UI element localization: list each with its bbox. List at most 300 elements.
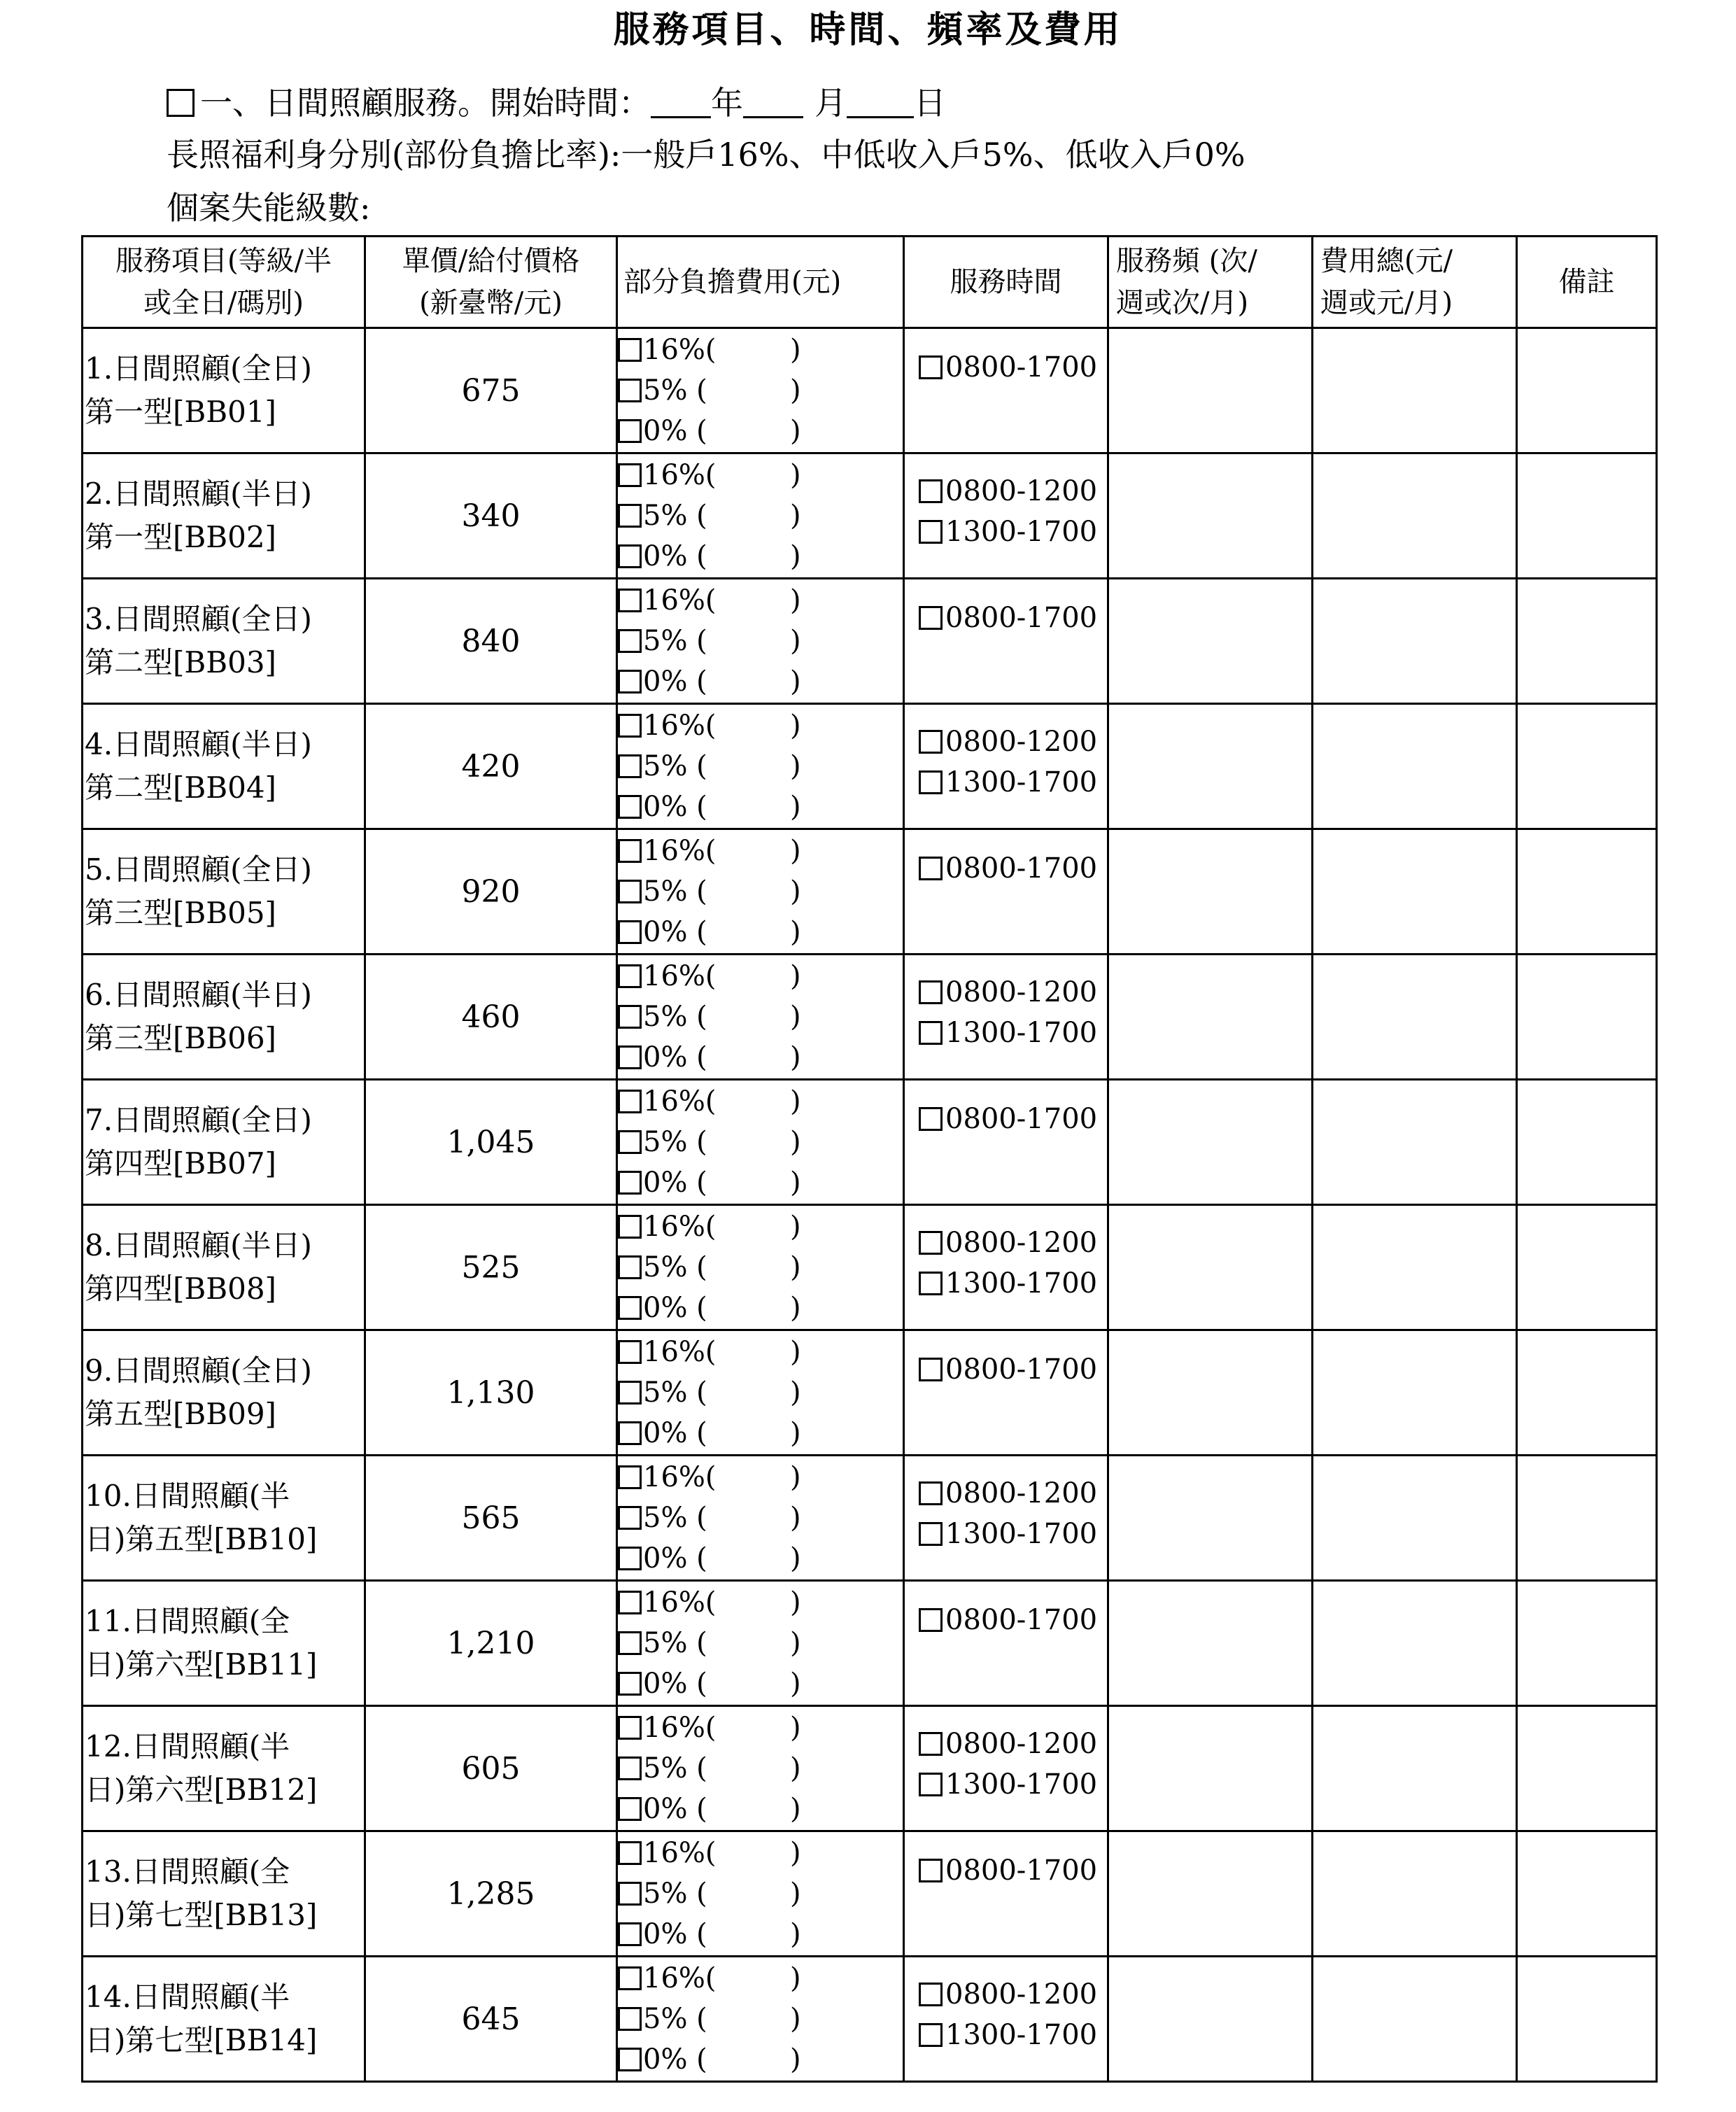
service-item-line1: 8.日間照顧(半日) xyxy=(85,1228,312,1262)
copay-option[interactable] xyxy=(618,661,903,702)
checkbox-icon[interactable] xyxy=(618,880,642,903)
checkbox-icon[interactable] xyxy=(618,544,642,568)
frequency-cell[interactable] xyxy=(1108,1330,1313,1456)
service-time-cell xyxy=(904,955,1108,1080)
copay-cell xyxy=(617,1957,904,2082)
copay-option[interactable] xyxy=(618,1623,903,1663)
copay-amount-close: ) xyxy=(790,334,801,366)
remarks-cell[interactable] xyxy=(1517,1957,1657,2082)
total-fee-cell[interactable] xyxy=(1313,579,1517,704)
copay-rate-label: 16%( xyxy=(643,1336,717,1368)
copay-option[interactable] xyxy=(618,1833,903,1873)
service-time-label: 0800-1200 xyxy=(945,475,1098,507)
service-time-option[interactable] xyxy=(919,762,1107,803)
service-item-line2: 第五型[BB09] xyxy=(85,1397,276,1431)
service-time-label: 1300-1700 xyxy=(945,1518,1098,1550)
remarks-cell[interactable] xyxy=(1517,1831,1657,1957)
copay-amount-close: ) xyxy=(790,1542,801,1575)
copay-option[interactable] xyxy=(618,1708,903,1748)
total-fee-cell[interactable] xyxy=(1313,1957,1517,2082)
checkbox-icon[interactable] xyxy=(919,520,943,544)
copay-amount-close: ) xyxy=(790,1627,801,1659)
service-time-label: 1300-1700 xyxy=(945,1768,1098,1801)
copay-amount-close: ) xyxy=(790,1502,801,1534)
checkbox-icon[interactable] xyxy=(618,2048,642,2071)
copay-rate-label: 0% ( xyxy=(643,1668,707,1700)
frequency-cell[interactable] xyxy=(1108,1456,1313,1581)
copay-option[interactable] xyxy=(618,621,903,661)
service-item-line1: 14.日間照顧(半 xyxy=(85,1980,290,2014)
checkbox-icon[interactable] xyxy=(919,1481,943,1505)
copay-option[interactable] xyxy=(618,1288,903,1328)
copay-option[interactable] xyxy=(618,1999,903,2039)
day-blank[interactable] xyxy=(847,84,914,118)
service-item-line2: 第三型[BB06] xyxy=(85,1021,276,1055)
total-fee-cell[interactable] xyxy=(1313,1080,1517,1205)
copay-amount-close: ) xyxy=(790,625,801,657)
checkbox-icon[interactable] xyxy=(919,1107,943,1131)
copay-option[interactable] xyxy=(618,787,903,827)
copay-cell xyxy=(617,1706,904,1831)
copay-option[interactable] xyxy=(618,1162,903,1203)
service-time-option[interactable] xyxy=(919,1013,1107,1053)
frequency-cell[interactable] xyxy=(1108,453,1313,579)
service-item-line1: 10.日間照顧(半 xyxy=(85,1479,290,1513)
checkbox-icon[interactable] xyxy=(618,419,642,443)
service-fee-table xyxy=(81,235,1658,2083)
service-item-cell xyxy=(83,1456,365,1581)
copay-rate-label: 5% ( xyxy=(643,1502,707,1534)
remarks-cell[interactable] xyxy=(1517,1456,1657,1581)
year-blank[interactable] xyxy=(651,84,711,118)
copay-rate-label: 16%( xyxy=(643,1211,717,1243)
checkbox-icon[interactable] xyxy=(618,920,642,944)
copay-amount-close: ) xyxy=(790,415,801,447)
copay-option[interactable] xyxy=(618,1538,903,1579)
copay-rate-label: 16%( xyxy=(643,835,717,867)
checkbox-icon[interactable] xyxy=(618,1797,642,1821)
checkbox-icon[interactable] xyxy=(919,355,943,379)
total-fee-cell[interactable] xyxy=(1313,955,1517,1080)
copay-rate-label: 0% ( xyxy=(643,791,707,823)
service-time-option[interactable] xyxy=(919,1263,1107,1304)
copay-cell xyxy=(617,1581,904,1706)
table-header-row xyxy=(83,237,1657,328)
copay-amount-close: ) xyxy=(790,1712,801,1744)
checkbox-icon[interactable] xyxy=(618,504,642,528)
copay-option[interactable] xyxy=(618,912,903,952)
service-time-option[interactable] xyxy=(919,1600,1107,1640)
checkbox-icon[interactable] xyxy=(618,1005,642,1029)
copay-rate-label: 0% ( xyxy=(643,1292,707,1324)
service-item-line1: 7.日間照顧(全日) xyxy=(85,1103,312,1137)
copay-cell xyxy=(617,955,904,1080)
service-time-option[interactable] xyxy=(919,1724,1107,1764)
remarks-cell[interactable] xyxy=(1517,955,1657,1080)
service-time-label: 0800-1200 xyxy=(945,1728,1098,1760)
service-time-label: 0800-1700 xyxy=(945,1604,1098,1636)
frequency-cell[interactable] xyxy=(1108,829,1313,955)
service-time-cell xyxy=(904,1456,1108,1581)
copay-amount-close: ) xyxy=(790,1085,801,1118)
checkbox-icon[interactable] xyxy=(618,2007,642,2031)
remarks-cell[interactable] xyxy=(1517,704,1657,829)
frequency-cell[interactable] xyxy=(1108,1581,1313,1706)
copay-cell xyxy=(617,1205,904,1330)
service-item-cell xyxy=(83,328,365,453)
service-item-line1: 4.日間照顧(半日) xyxy=(85,727,312,761)
copay-option[interactable] xyxy=(618,2039,903,2080)
checkbox-icon[interactable] xyxy=(618,1130,642,1154)
checkbox-icon[interactable] xyxy=(618,1591,642,1614)
total-fee-cell[interactable] xyxy=(1313,1581,1517,1706)
copay-amount-close: ) xyxy=(790,1126,801,1158)
service-time-label: 0800-1700 xyxy=(945,852,1098,885)
checkbox-icon[interactable] xyxy=(919,1021,943,1045)
service-time-cell xyxy=(904,328,1108,453)
service-time-cell xyxy=(904,829,1108,955)
copay-option[interactable] xyxy=(618,1498,903,1538)
service-time-label: 0800-1200 xyxy=(945,976,1098,1008)
copay-option[interactable] xyxy=(618,1748,903,1789)
copay-rate-label: 16%( xyxy=(643,1461,717,1493)
total-fee-cell[interactable] xyxy=(1313,1205,1517,1330)
copay-amount-close: ) xyxy=(790,2043,801,2076)
total-fee-cell[interactable] xyxy=(1313,829,1517,955)
day-care-service-checkbox[interactable] xyxy=(167,89,195,117)
remarks-cell[interactable] xyxy=(1517,328,1657,453)
checkbox-icon[interactable] xyxy=(919,606,943,630)
header-service-item: 服務項目(等級/半 或全日/碼別) xyxy=(83,237,365,328)
service-time-label: 0800-1700 xyxy=(945,1353,1098,1386)
copay-option[interactable] xyxy=(618,536,903,577)
frequency-cell[interactable] xyxy=(1108,1080,1313,1205)
copay-amount-close: ) xyxy=(790,2003,801,2035)
copay-option[interactable] xyxy=(618,997,903,1037)
service-item-line1: 3.日間照顧(全日) xyxy=(85,602,312,636)
unit-price-cell: 605 xyxy=(365,1706,617,1831)
copay-amount-close: ) xyxy=(790,1251,801,1283)
copay-option[interactable] xyxy=(618,1914,903,1955)
service-item-cell xyxy=(83,1957,365,2082)
copay-rate-label: 5% ( xyxy=(643,1752,707,1784)
service-time-option[interactable] xyxy=(919,1473,1107,1514)
copay-amount-close: ) xyxy=(790,875,801,908)
checkbox-icon[interactable] xyxy=(618,589,642,612)
service-item-cell xyxy=(83,1581,365,1706)
copay-rate-label: 5% ( xyxy=(643,1377,707,1409)
frequency-cell[interactable] xyxy=(1108,579,1313,704)
header-remarks: 備註 xyxy=(1517,237,1657,328)
copay-rate-label: 0% ( xyxy=(643,666,707,698)
copay-rate-label: 0% ( xyxy=(643,1041,707,1073)
unit-price-cell: 565 xyxy=(365,1456,617,1581)
month-label: 月 xyxy=(814,84,847,122)
service-time-label: 1300-1700 xyxy=(945,1267,1098,1300)
copay-rate-label: 0% ( xyxy=(643,1793,707,1825)
checkbox-icon[interactable] xyxy=(618,670,642,694)
service-time-cell xyxy=(904,1831,1108,1957)
table-row xyxy=(83,1831,1657,1957)
service-item-cell xyxy=(83,955,365,1080)
copay-rate-label: 5% ( xyxy=(643,374,707,407)
frequency-cell[interactable] xyxy=(1108,1957,1313,2082)
copay-option[interactable] xyxy=(618,370,903,411)
service-item-line2: 日)第七型[BB14] xyxy=(85,2023,318,2057)
frequency-cell[interactable] xyxy=(1108,1706,1313,1831)
copay-amount-close: ) xyxy=(790,1336,801,1368)
total-fee-cell[interactable] xyxy=(1313,1456,1517,1581)
total-fee-cell[interactable] xyxy=(1313,1330,1517,1456)
copay-option[interactable] xyxy=(618,1873,903,1914)
copay-option[interactable] xyxy=(618,1663,903,1704)
service-time-option[interactable] xyxy=(919,1974,1107,2015)
service-time-option[interactable] xyxy=(919,848,1107,889)
copay-rate-label: 16%( xyxy=(643,960,717,992)
remarks-cell[interactable] xyxy=(1517,453,1657,579)
copay-option[interactable] xyxy=(618,495,903,536)
copay-option[interactable] xyxy=(618,411,903,451)
copay-rate-label: 5% ( xyxy=(643,750,707,782)
copay-rate-label: 0% ( xyxy=(643,1918,707,1950)
remarks-cell[interactable] xyxy=(1517,1330,1657,1456)
service-time-cell xyxy=(904,1080,1108,1205)
checkbox-icon[interactable] xyxy=(618,714,642,738)
service-time-option[interactable] xyxy=(919,2015,1107,2055)
checkbox-icon[interactable] xyxy=(919,770,943,794)
checkbox-icon[interactable] xyxy=(919,1859,943,1882)
total-fee-cell[interactable] xyxy=(1313,328,1517,453)
header-service-time: 服務時間 xyxy=(904,237,1108,328)
frequency-cell[interactable] xyxy=(1108,1831,1313,1957)
remarks-cell[interactable] xyxy=(1517,1080,1657,1205)
checkbox-icon[interactable] xyxy=(919,1608,943,1632)
service-item-cell xyxy=(83,1330,365,1456)
service-time-option[interactable] xyxy=(919,512,1107,552)
table-row xyxy=(83,1330,1657,1456)
copay-option[interactable] xyxy=(618,1037,903,1078)
service-time-label: 0800-1200 xyxy=(945,1978,1098,2011)
service-item-line2: 第四型[BB07] xyxy=(85,1146,276,1181)
checkbox-icon[interactable] xyxy=(618,1296,642,1320)
copay-rate-label: 0% ( xyxy=(643,1417,707,1449)
service-item-line1: 5.日間照顧(全日) xyxy=(85,852,312,887)
checkbox-icon[interactable] xyxy=(618,1882,642,1906)
copay-cell xyxy=(617,453,904,579)
year-label: 年 xyxy=(711,84,743,122)
checkbox-icon[interactable] xyxy=(618,379,642,402)
service-time-option[interactable] xyxy=(919,1764,1107,1805)
copay-amount-close: ) xyxy=(790,791,801,823)
checkbox-icon[interactable] xyxy=(618,1966,642,1990)
copay-amount-close: ) xyxy=(790,710,801,742)
checkbox-icon[interactable] xyxy=(919,1358,943,1381)
checkbox-icon[interactable] xyxy=(618,1547,642,1570)
service-item-line2: 日)第七型[BB13] xyxy=(85,1898,318,1932)
service-time-option[interactable] xyxy=(919,972,1107,1013)
checkbox-icon[interactable] xyxy=(618,1255,642,1279)
frequency-cell[interactable] xyxy=(1108,955,1313,1080)
checkbox-icon[interactable] xyxy=(618,1922,642,1946)
checkbox-icon[interactable] xyxy=(618,795,642,819)
service-item-cell xyxy=(83,1706,365,1831)
checkbox-icon[interactable] xyxy=(919,857,943,880)
checkbox-icon[interactable] xyxy=(919,980,943,1004)
total-fee-cell[interactable] xyxy=(1313,1706,1517,1831)
checkbox-icon[interactable] xyxy=(618,1465,642,1489)
checkbox-icon[interactable] xyxy=(618,1421,642,1445)
unit-price-cell: 1,045 xyxy=(365,1080,617,1205)
service-item-line1: 12.日間照顧(半 xyxy=(85,1729,290,1763)
copay-option[interactable] xyxy=(618,746,903,787)
checkbox-icon[interactable] xyxy=(618,1672,642,1696)
checkbox-icon[interactable] xyxy=(618,1046,642,1069)
service-time-cell xyxy=(904,579,1108,704)
service-time-option[interactable] xyxy=(919,1349,1107,1390)
copay-option[interactable] xyxy=(618,1206,903,1247)
header-copay: 部分負擔費用(元) xyxy=(617,237,904,328)
service-time-cell xyxy=(904,1957,1108,2082)
copay-amount-close: ) xyxy=(790,1668,801,1700)
service-time-cell xyxy=(904,1706,1108,1831)
welfare-status-line: 長照福利身分別(部份負擔比率):一般戶16%、中低收入戶5%、低收入戶0% xyxy=(167,136,1245,174)
frequency-cell[interactable] xyxy=(1108,704,1313,829)
copay-rate-label: 0% ( xyxy=(643,1167,707,1199)
copay-option[interactable] xyxy=(618,1457,903,1498)
service-time-label: 1300-1700 xyxy=(945,516,1098,548)
copay-option[interactable] xyxy=(618,956,903,997)
checkbox-icon[interactable] xyxy=(618,1716,642,1740)
checkbox-icon[interactable] xyxy=(618,629,642,653)
checkbox-icon[interactable] xyxy=(618,1757,642,1780)
copay-amount-close: ) xyxy=(790,540,801,572)
service-time-label: 1300-1700 xyxy=(945,766,1098,798)
copay-option[interactable] xyxy=(618,1372,903,1413)
total-fee-cell[interactable] xyxy=(1313,704,1517,829)
checkbox-icon[interactable] xyxy=(618,1506,642,1530)
checkbox-icon[interactable] xyxy=(618,1215,642,1239)
checkbox-icon[interactable] xyxy=(618,964,642,988)
remarks-cell[interactable] xyxy=(1517,579,1657,704)
table-row xyxy=(83,1957,1657,2082)
checkbox-icon[interactable] xyxy=(919,730,943,754)
remarks-cell[interactable] xyxy=(1517,1581,1657,1706)
checkbox-icon[interactable] xyxy=(919,1773,943,1796)
frequency-cell[interactable] xyxy=(1108,328,1313,453)
copay-rate-label: 16%( xyxy=(643,1085,717,1118)
checkbox-icon[interactable] xyxy=(919,1983,943,2006)
frequency-cell[interactable] xyxy=(1108,1205,1313,1330)
service-item-line1: 11.日間照顧(全 xyxy=(85,1604,290,1638)
service-time-option[interactable] xyxy=(919,1223,1107,1263)
service-time-cell xyxy=(904,704,1108,829)
checkbox-icon[interactable] xyxy=(618,754,642,778)
checkbox-icon[interactable] xyxy=(618,463,642,487)
checkbox-icon[interactable] xyxy=(618,1171,642,1195)
service-time-option[interactable] xyxy=(919,347,1107,388)
service-time-label: 1300-1700 xyxy=(945,2019,1098,2051)
service-item-cell xyxy=(83,579,365,704)
copay-option[interactable] xyxy=(618,1413,903,1453)
checkbox-icon[interactable] xyxy=(618,338,642,362)
service-time-label: 1300-1700 xyxy=(945,1017,1098,1049)
service-item-cell xyxy=(83,829,365,955)
checkbox-icon[interactable] xyxy=(919,1522,943,1546)
unit-price-cell: 675 xyxy=(365,328,617,453)
service-item-line1: 6.日間照顧(半日) xyxy=(85,978,312,1012)
checkbox-icon[interactable] xyxy=(919,479,943,503)
remarks-cell[interactable] xyxy=(1517,1706,1657,1831)
checkbox-icon[interactable] xyxy=(919,2023,943,2047)
header-frequency: 服務頻 (次/ 週或次/月) xyxy=(1108,237,1313,328)
service-item-line2: 第三型[BB05] xyxy=(85,896,276,930)
checkbox-icon[interactable] xyxy=(618,1631,642,1655)
service-time-cell xyxy=(904,1581,1108,1706)
checkbox-icon[interactable] xyxy=(618,1090,642,1113)
remarks-cell[interactable] xyxy=(1517,829,1657,955)
copay-option[interactable] xyxy=(618,1081,903,1122)
copay-option[interactable] xyxy=(618,455,903,495)
service-time-option[interactable] xyxy=(919,598,1107,638)
copay-option[interactable] xyxy=(618,705,903,746)
service-time-option[interactable] xyxy=(919,721,1107,762)
service-time-option[interactable] xyxy=(919,1850,1107,1891)
table-row xyxy=(83,1205,1657,1330)
checkbox-icon[interactable] xyxy=(618,839,642,863)
service-item-line1: 2.日間照顧(半日) xyxy=(85,477,312,511)
copay-option[interactable] xyxy=(618,1332,903,1372)
copay-rate-label: 0% ( xyxy=(643,415,707,447)
month-blank[interactable] xyxy=(743,84,803,118)
copay-amount-close: ) xyxy=(790,1001,801,1033)
service-item-line1: 13.日間照顧(全 xyxy=(85,1854,290,1889)
copay-amount-close: ) xyxy=(790,1461,801,1493)
copay-cell xyxy=(617,1831,904,1957)
copay-option[interactable] xyxy=(618,1247,903,1288)
checkbox-icon[interactable] xyxy=(919,1732,943,1756)
checkbox-icon[interactable] xyxy=(919,1231,943,1255)
checkbox-icon[interactable] xyxy=(919,1272,943,1295)
service-item-cell xyxy=(83,453,365,579)
total-fee-cell[interactable] xyxy=(1313,1831,1517,1957)
copay-option[interactable] xyxy=(618,1789,903,1829)
service-time-option[interactable] xyxy=(919,1099,1107,1139)
copay-option[interactable] xyxy=(618,831,903,871)
copay-option[interactable] xyxy=(618,1122,903,1162)
service-item-line1: 9.日間照顧(全日) xyxy=(85,1353,312,1388)
copay-option[interactable] xyxy=(618,330,903,370)
total-fee-cell[interactable] xyxy=(1313,453,1517,579)
copay-cell xyxy=(617,704,904,829)
copay-amount-close: ) xyxy=(790,1041,801,1073)
page-title: 服務項目、時間、頻率及費用 xyxy=(613,8,1123,51)
checkbox-icon[interactable] xyxy=(618,1841,642,1865)
service-time-option[interactable] xyxy=(919,471,1107,512)
checkbox-icon[interactable] xyxy=(618,1381,642,1405)
copay-option[interactable] xyxy=(618,1582,903,1623)
table-row xyxy=(83,579,1657,704)
service-time-option[interactable] xyxy=(919,1514,1107,1554)
table-row xyxy=(83,453,1657,579)
copay-amount-close: ) xyxy=(790,1167,801,1199)
checkbox-icon[interactable] xyxy=(618,1340,642,1364)
service-item-line2: 日)第五型[BB10] xyxy=(85,1522,318,1556)
copay-option[interactable] xyxy=(618,871,903,912)
unit-price-cell: 920 xyxy=(365,829,617,955)
copay-option[interactable] xyxy=(618,580,903,621)
remarks-cell[interactable] xyxy=(1517,1205,1657,1330)
copay-option[interactable] xyxy=(618,1958,903,1999)
